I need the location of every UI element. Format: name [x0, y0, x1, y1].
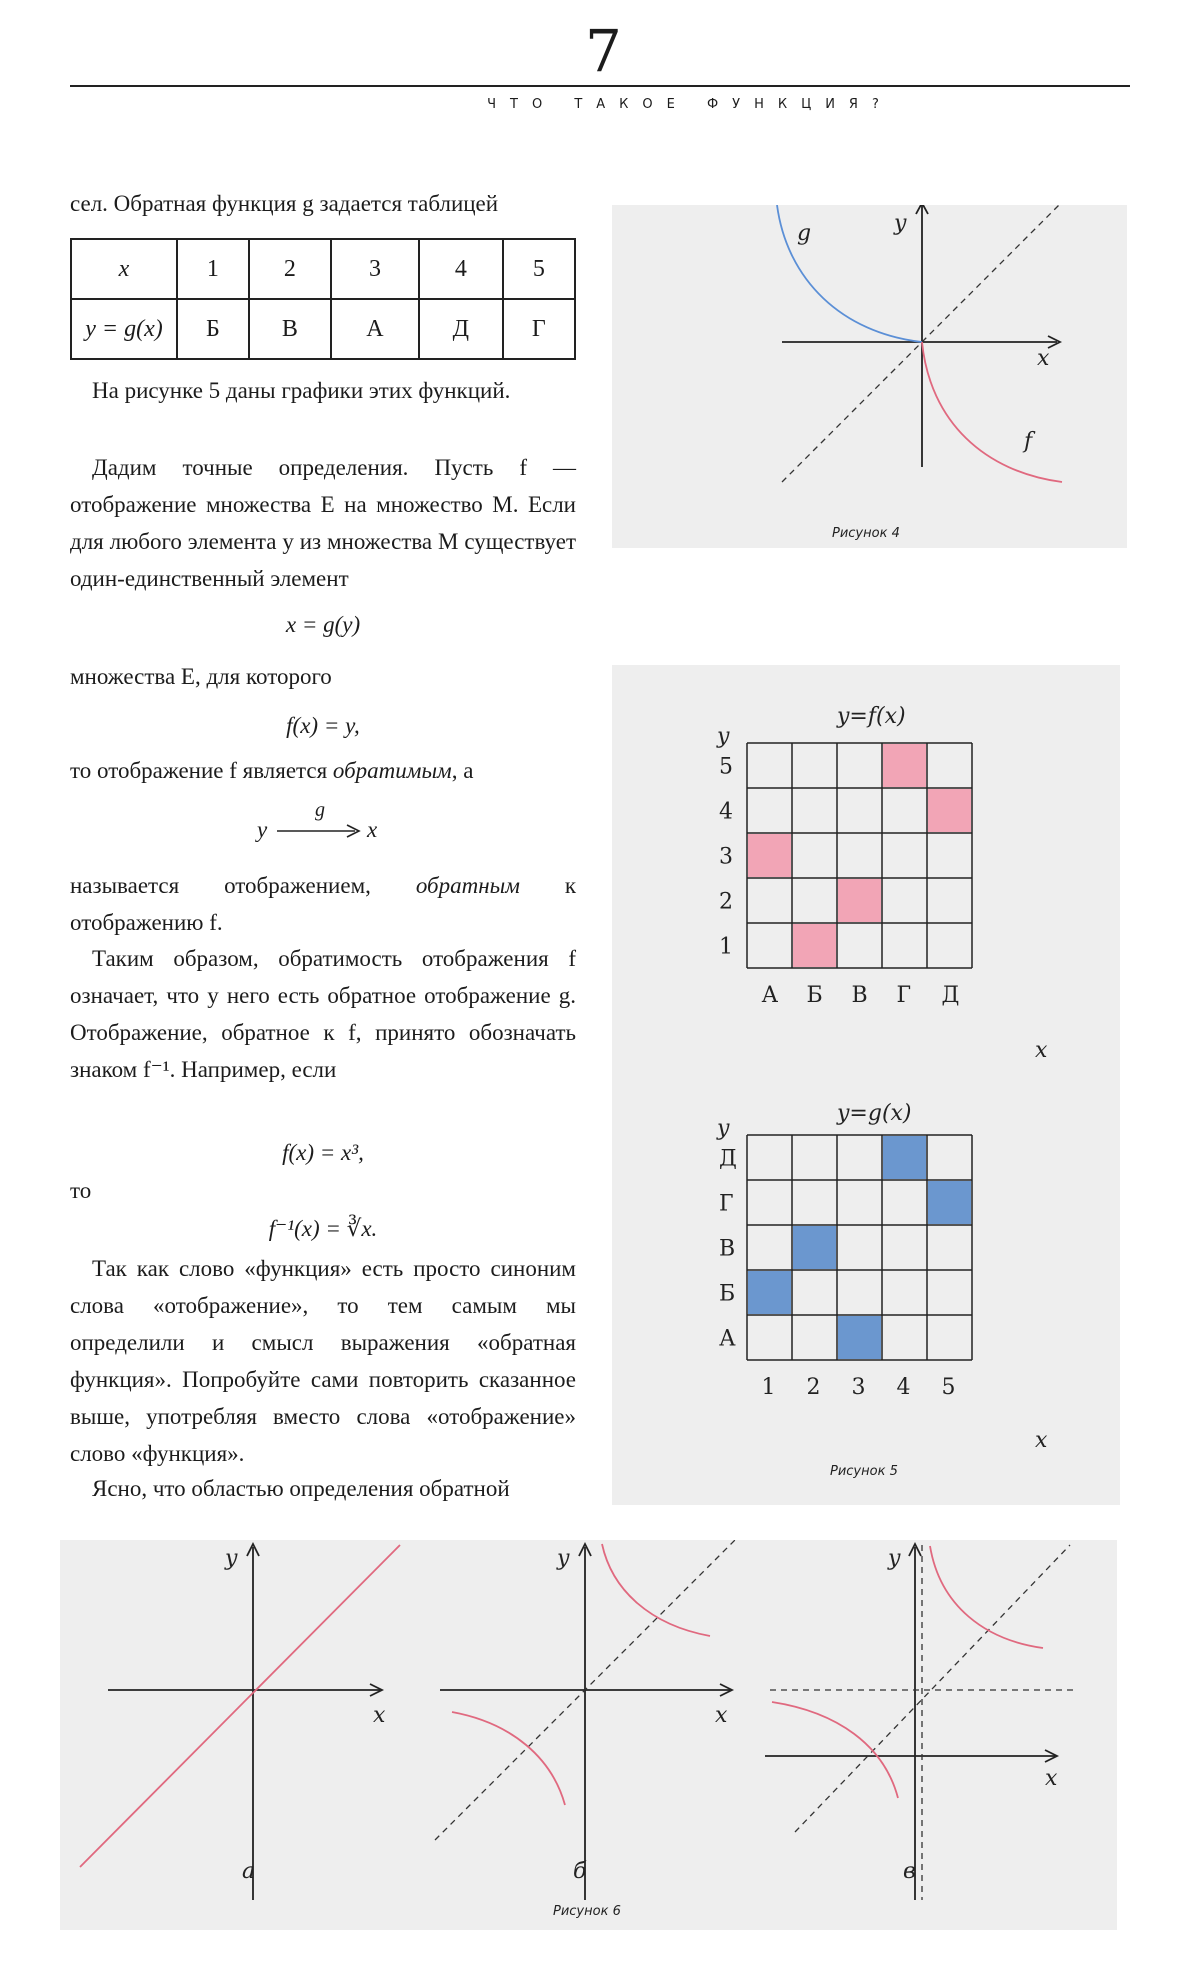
- figure-4-background: [612, 205, 1127, 548]
- figure-6-caption: Рисунок 6: [553, 1904, 621, 1919]
- paragraph-4-term: обратимым: [332, 758, 452, 783]
- y-tick-label: 4: [719, 799, 733, 825]
- formula-cube: f(x) = x³,: [282, 1140, 364, 1165]
- paragraph-2: Дадим точные определения. Пусть f — отображение множества E на множество M. Если для любого элемента y из множества M существует один-единственный элемент: [70, 455, 576, 591]
- y-tick-label: 2: [719, 889, 733, 915]
- graph-v-label: в: [903, 1859, 916, 1884]
- grid-filled-cell: [838, 1316, 881, 1359]
- y-tick-label: Б: [719, 1281, 736, 1307]
- grid-filled-cell: [883, 744, 926, 787]
- x-tick-label: В: [851, 983, 868, 1008]
- paragraph-5-c: к отображению f.: [70, 873, 577, 935]
- x-tick-label: 5: [941, 1375, 956, 1400]
- label-y: y: [894, 211, 907, 236]
- graph-a-label-x: x: [373, 1703, 386, 1728]
- paragraph-6: Таким образом, обратимость отображения f означает, что у него есть обратное отображение g. Отображение, обратное к f, принято обозначать знаком f⁻¹. Например, если: [70, 946, 576, 1082]
- grid-filled-cell: [928, 1181, 971, 1224]
- paragraph-7: то: [70, 1178, 92, 1203]
- graph-a-label-y: y: [225, 1546, 238, 1571]
- label-g: g: [797, 221, 812, 246]
- mapping-table: [70, 238, 576, 360]
- arrow-label: g: [315, 799, 325, 821]
- x-tick-label: Б: [806, 983, 823, 1008]
- paragraph-8: Так как слово «функция» есть просто синоним слова «отображение», то тем самым мы определили и смысл выражения «обратная функция». Попробуйте сами повторить сказанное выше, употребляя вместо слова «отображение» слово «функция».: [70, 1256, 576, 1466]
- graph-g-axis-x: x: [1035, 1428, 1048, 1453]
- paragraph-5: [70, 867, 576, 941]
- arrow-to: x: [367, 817, 378, 842]
- grid-filled-cell: [748, 1271, 791, 1314]
- paragraph-5-term: обратным: [415, 873, 520, 898]
- figure-6-background: [60, 1540, 1117, 1930]
- table-cell: В: [249, 299, 331, 359]
- graph-b-label: б: [573, 1859, 587, 1884]
- header-rule: [70, 85, 1130, 87]
- table-cell: Г: [503, 299, 575, 359]
- formula-x-eq-gy: x = g(y): [285, 612, 361, 637]
- graph-f-axis-x: x: [1035, 1038, 1048, 1063]
- graph-f-title: y=f(x): [837, 704, 906, 729]
- formula-cube-root: f⁻¹(x) = ∛x.: [268, 1216, 378, 1241]
- page-number: 7: [585, 17, 622, 85]
- y-tick-label: А: [719, 1326, 736, 1352]
- y-tick-label: В: [719, 1236, 736, 1262]
- paragraph-1: На рисунке 5 даны графики этих функций.: [92, 378, 511, 403]
- x-tick-label: 1: [761, 1375, 776, 1400]
- figure-5-caption: Рисунок 5: [830, 1464, 898, 1479]
- table-cell: y = g(x): [71, 299, 177, 359]
- table-cell: 1: [177, 239, 249, 299]
- y-tick-label: 3: [719, 844, 733, 870]
- table-cell: Д: [419, 299, 503, 359]
- paragraph-4-c: , а: [451, 758, 474, 783]
- figure-5-background: [612, 665, 1120, 1505]
- graph-b-label-x: x: [715, 1703, 728, 1728]
- graph-a-label: а: [242, 1859, 256, 1884]
- table-row-head: [71, 239, 575, 299]
- figure-5: [612, 665, 1120, 1505]
- grid-filled-cell: [793, 1226, 836, 1269]
- graph-f-axis-y: y: [717, 724, 730, 749]
- formula-fx-eq-y: f(x) = y,: [286, 713, 360, 738]
- table-cell: 5: [503, 239, 575, 299]
- grid-filled-cell: [748, 834, 791, 877]
- x-tick-label: 3: [851, 1375, 866, 1400]
- y-tick-label: 5: [719, 754, 733, 780]
- table-cell: x: [71, 239, 177, 299]
- y-tick-label: Д: [719, 1146, 737, 1172]
- graph-g-axis-y: y: [717, 1116, 730, 1141]
- figure-4: [612, 205, 1127, 548]
- arrow-from: y: [257, 817, 268, 842]
- paragraph-3: множества E, для которого: [70, 664, 332, 689]
- grid-filled-cell: [928, 789, 971, 832]
- arrow-icon: [275, 819, 365, 839]
- x-tick-label: 4: [896, 1375, 911, 1400]
- grid-filled-cell: [793, 924, 836, 967]
- graph-b-label-y: y: [557, 1546, 570, 1571]
- table-cell: 3: [331, 239, 419, 299]
- y-tick-label: 1: [719, 934, 733, 960]
- x-tick-label: Д: [941, 983, 960, 1008]
- table-row-values: [71, 299, 575, 359]
- table-cell: 2: [249, 239, 331, 299]
- x-tick-label: Г: [896, 983, 912, 1008]
- table-cell: Б: [177, 299, 249, 359]
- paragraph-4: [70, 752, 576, 789]
- label-f: f: [1024, 429, 1033, 454]
- paragraph-5-a: называется отображением,: [70, 873, 371, 898]
- table-cell: 4: [419, 239, 503, 299]
- x-tick-label: 2: [806, 1375, 821, 1400]
- grid-filled-cell: [838, 879, 881, 922]
- figure-6: [60, 1540, 1117, 1930]
- graph-v-label-x: x: [1045, 1766, 1058, 1791]
- table-cell: А: [331, 299, 419, 359]
- grid-filled-cell: [883, 1136, 926, 1179]
- figure-4-caption: Рисунок 4: [832, 526, 900, 541]
- y-tick-label: Г: [719, 1191, 734, 1217]
- label-x: x: [1037, 346, 1050, 371]
- running-title: ЧТО ТАКОЕ ФУНКЦИЯ?: [487, 97, 893, 112]
- graph-g-title: y=g(x): [837, 1101, 912, 1126]
- mapping-arrow: [255, 799, 395, 851]
- x-tick-label: А: [761, 983, 779, 1008]
- paragraph-4-a: то отображение f является: [70, 758, 328, 783]
- graph-v-label-y: y: [888, 1546, 901, 1571]
- paragraph-0: сел. Обратная функция g задается таблицей: [70, 191, 499, 216]
- paragraph-9: Ясно, что областью определения обратной: [92, 1476, 510, 1501]
